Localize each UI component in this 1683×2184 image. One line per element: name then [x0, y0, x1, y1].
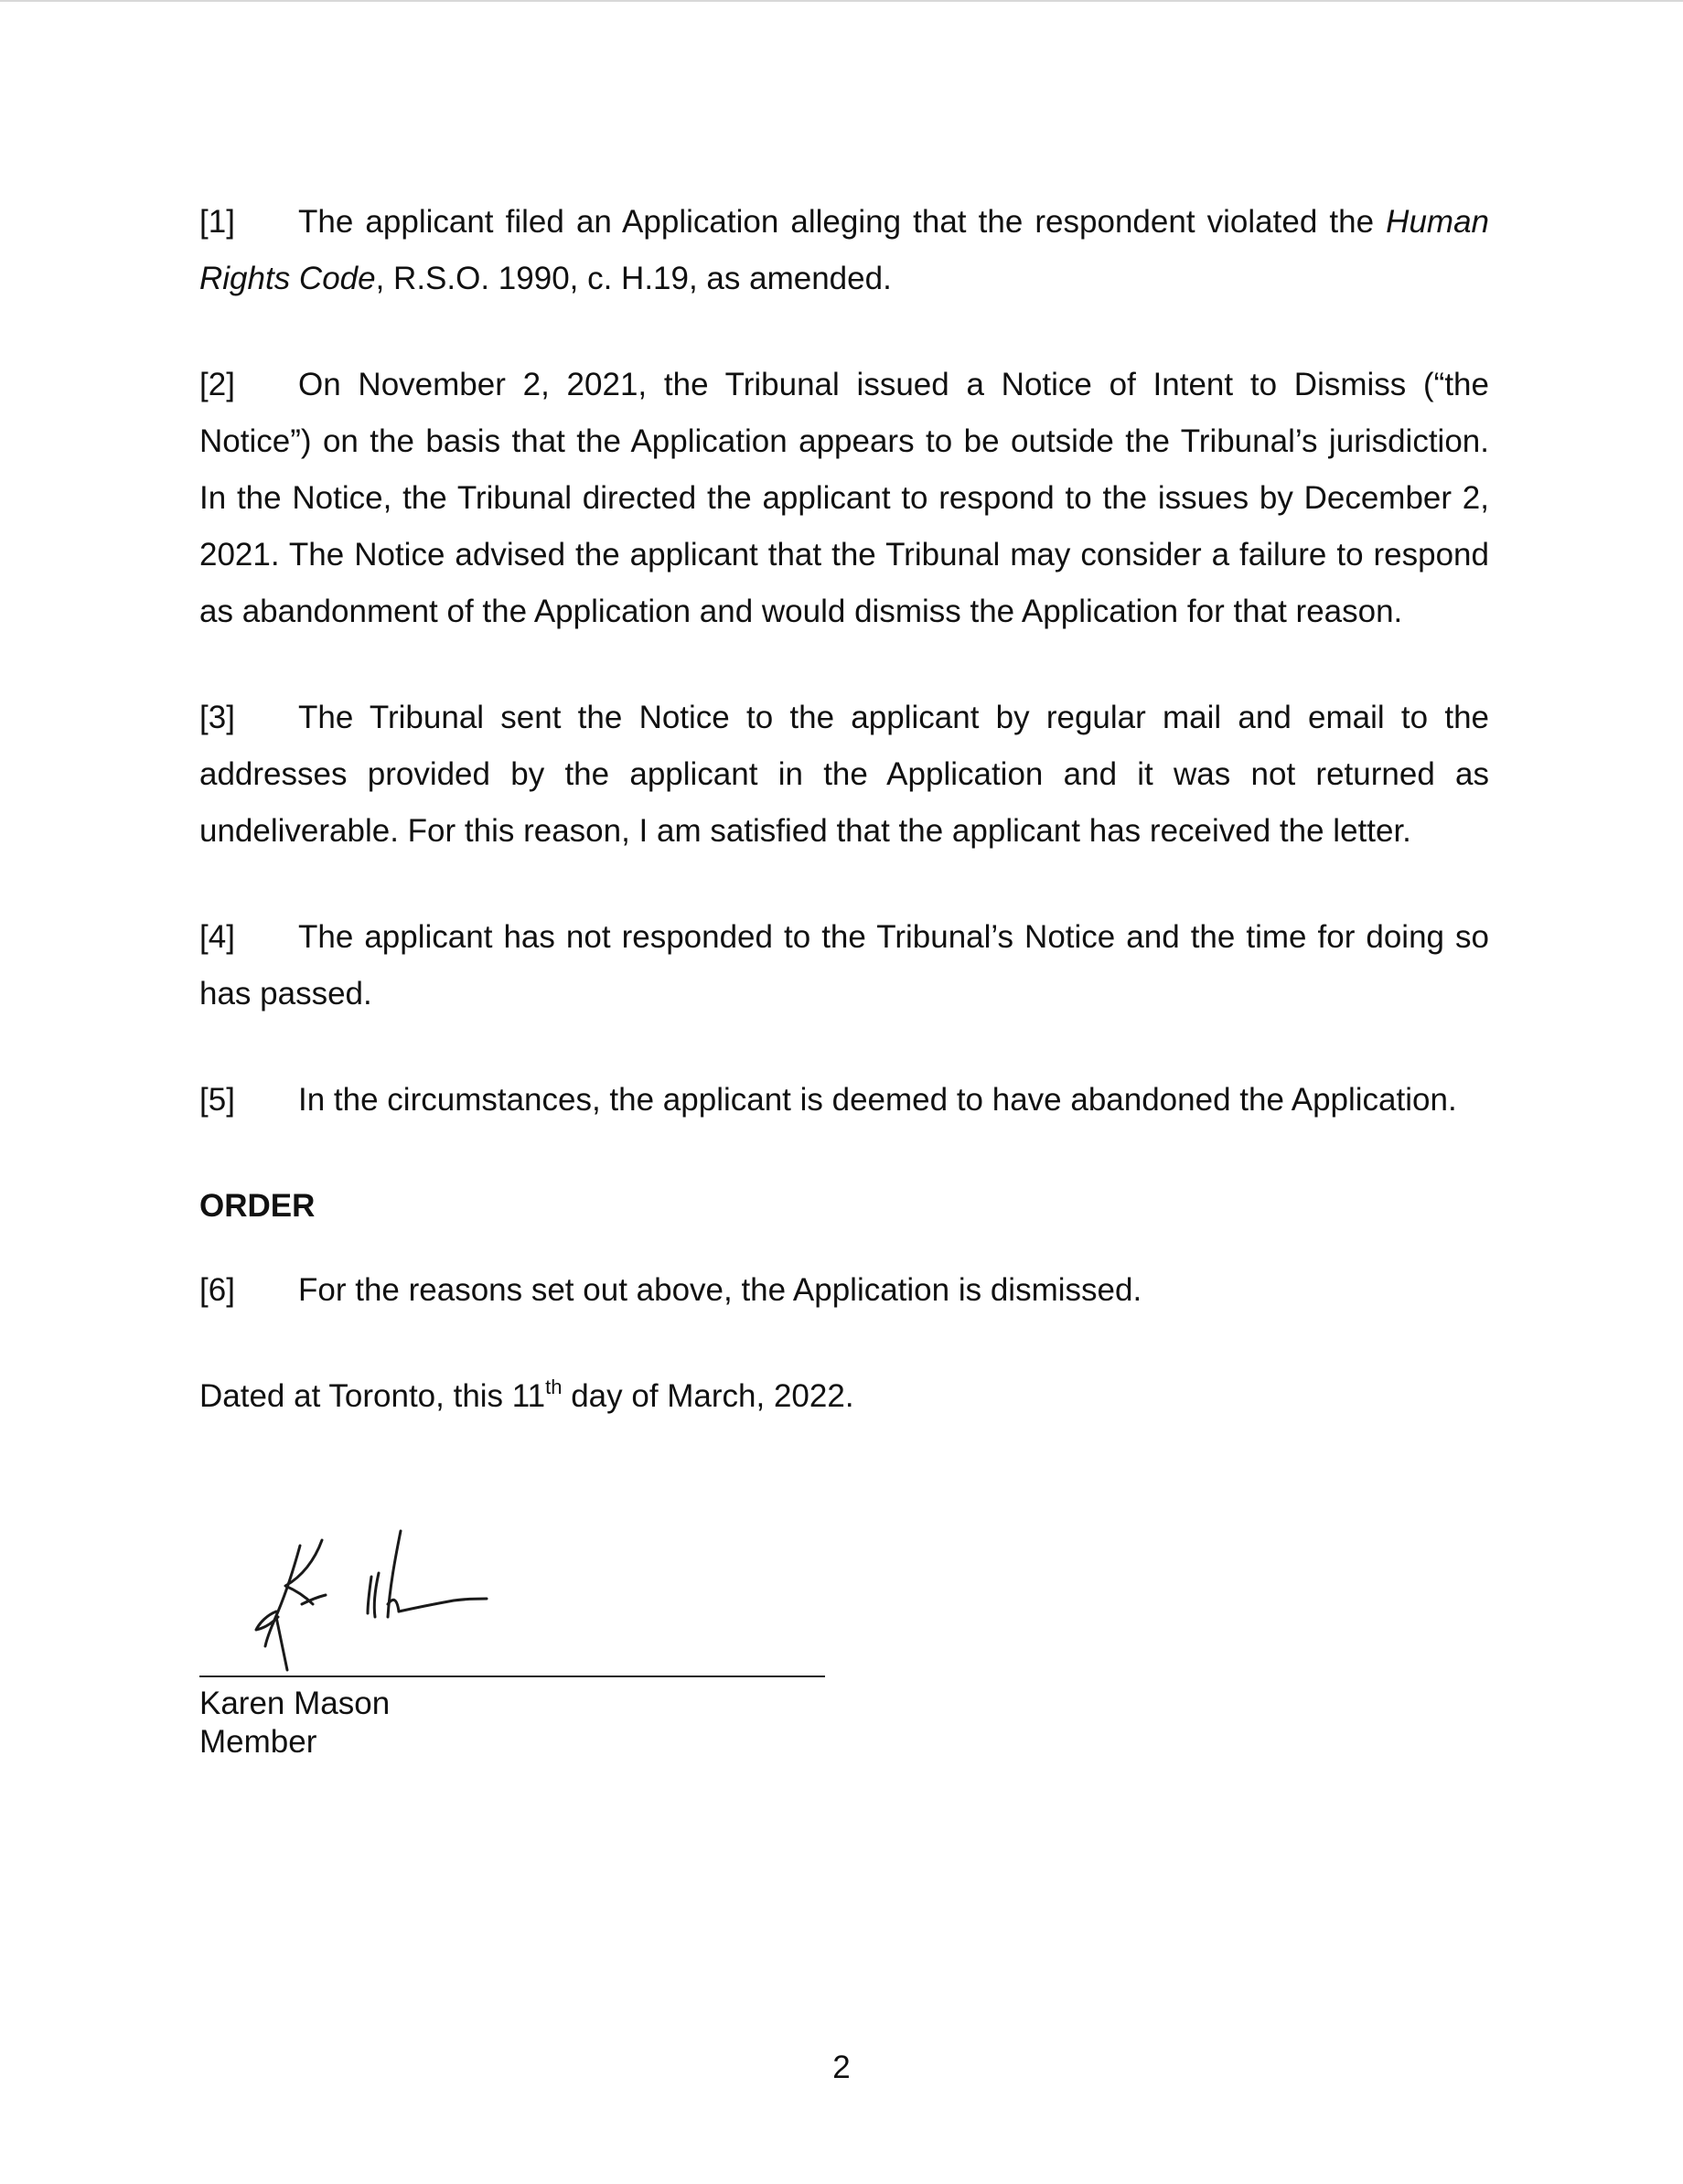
paragraph-text: On November 2, 2021, the Tribunal issued a Notice of Intent to Dismiss (“the Notice”) on the basis that the Application appears to be outside the Tribunal’s jurisdiction. In the Notice, the Tribunal directed the applicant to respond to the issues by December 2, 2021. The Notice advised the applicant that the Tribunal may consider a failure to respond as abandonment of the Application and would dismiss the Application for that reason.: [199, 367, 1489, 629]
paragraph-3: [199, 690, 1489, 860]
paragraph-6: [199, 1262, 1489, 1319]
paragraph-number: [1]: [199, 204, 235, 240]
page-number: 2: [832, 2050, 851, 2085]
paragraph-text: For the reasons set out above, the Application is dismissed.: [298, 1272, 1142, 1308]
top-border-line: [0, 0, 1683, 2]
paragraph-1: [199, 194, 1489, 307]
paragraph-text: In the circumstances, the applicant is deemed to have abandoned the Application.: [298, 1082, 1457, 1118]
paragraph-text: The applicant filed an Application alleging that the respondent violated the: [298, 204, 1387, 240]
handwritten-signature: [199, 1509, 529, 1674]
paragraph-number: [5]: [199, 1082, 235, 1118]
dated-text: Dated at Toronto, this 11: [199, 1378, 546, 1414]
paragraph-text: The Tribunal sent the Notice to the applicant by regular mail and email to the addresses provided by the applicant in the Application and it was not returned as undeliverable. For this reason, I am satisfied that the applicant has received the letter.: [199, 700, 1489, 849]
statute-name: Human Rights Code: [199, 204, 1489, 296]
paragraph-text-end: , R.S.O. 1990, c. H.19, as amended.: [375, 261, 892, 296]
paragraph-text: The applicant has not responded to the Tribunal’s Notice and the time for doing so has passed.: [199, 919, 1489, 1012]
order-heading: ORDER: [199, 1188, 316, 1224]
paragraph-number: [2]: [199, 367, 235, 402]
signer-name: Karen Mason: [199, 1686, 391, 1721]
paragraph-number: [6]: [199, 1272, 235, 1308]
signer-title: Member: [199, 1724, 317, 1760]
paragraph-4: [199, 909, 1489, 1022]
paragraph-number: [3]: [199, 700, 235, 735]
signature-line: [199, 1675, 825, 1677]
paragraph-number: [4]: [199, 919, 235, 955]
dated-line: [199, 1368, 1489, 1425]
dated-superscript: th: [545, 1376, 563, 1398]
paragraph-2: [199, 357, 1489, 640]
document-body: [199, 194, 1489, 1425]
signature-block: [199, 1509, 840, 1761]
dated-text-end: day of March, 2022.: [562, 1378, 854, 1414]
paragraph-5: [199, 1072, 1489, 1129]
